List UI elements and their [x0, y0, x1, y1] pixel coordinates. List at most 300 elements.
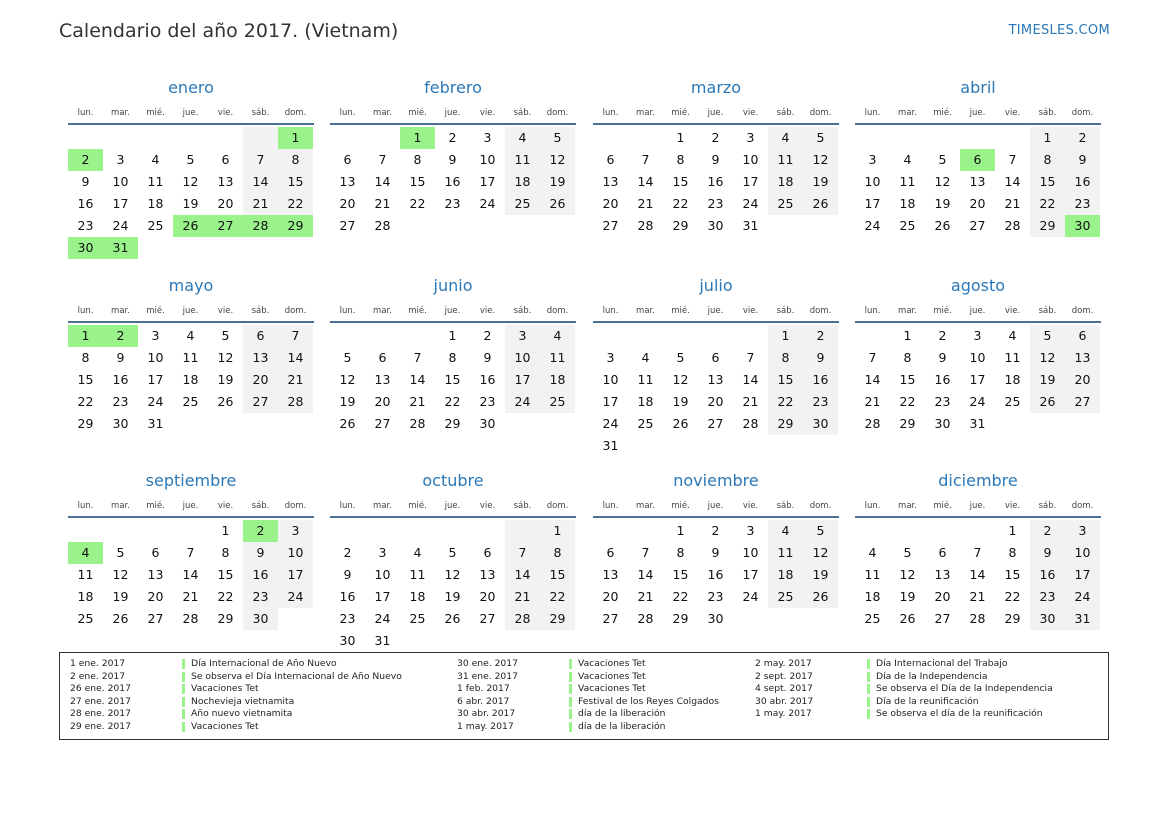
legend-holiday-name: Se observa el Día de la Independencia	[876, 683, 1053, 695]
day-cell: 6	[483, 545, 492, 560]
weekday-label: sáb.	[513, 501, 532, 511]
weekday-header	[593, 498, 839, 518]
day-cell: 7	[973, 545, 982, 560]
day-cell: 4	[505, 127, 540, 149]
weekday-label: mar.	[111, 501, 130, 511]
day-cell: 16	[1030, 564, 1065, 586]
empty-day-cell	[995, 127, 1030, 149]
day-cell: 19	[1030, 369, 1065, 391]
legend-date: 1 ene. 2017	[70, 658, 126, 669]
day-cell: 22	[409, 196, 426, 211]
day-cell: 26	[803, 586, 838, 608]
day-cell: 13	[602, 567, 619, 582]
empty-day-cell	[243, 127, 278, 149]
empty-day-cell	[960, 127, 995, 149]
day-cell: 12	[934, 174, 951, 189]
empty-day-cell	[960, 520, 995, 542]
day-cell: 24	[602, 416, 619, 431]
day-cell: 16	[444, 174, 461, 189]
month-name: marzo	[690, 78, 742, 97]
weekday-label: lun.	[864, 108, 881, 118]
month-abril	[855, 70, 1101, 237]
day-cell: 9	[81, 174, 90, 189]
day-cell: 12	[444, 567, 461, 582]
weekday-label: mar.	[898, 306, 917, 316]
day-cell: 7	[413, 350, 422, 365]
day-cell: 20	[147, 589, 164, 604]
day-cell: 16	[479, 372, 496, 387]
day-cell: 19	[112, 589, 129, 604]
day-cell: 8	[1008, 545, 1017, 560]
holiday-day-cell: 31	[103, 237, 138, 259]
day-cell: 1	[903, 328, 912, 343]
legend-item	[457, 683, 719, 696]
day-cell: 20	[479, 589, 496, 604]
weekday-label: jue.	[182, 501, 199, 511]
day-cell: 21	[243, 193, 278, 215]
day-cell: 23	[444, 196, 461, 211]
day-cell: 6	[606, 545, 615, 560]
day-cell: 23	[803, 391, 838, 413]
legend-date: 30 abr. 2017	[755, 695, 814, 707]
day-cell: 19	[540, 171, 575, 193]
empty-day-cell	[330, 127, 365, 149]
weekday-header	[68, 303, 314, 323]
day-cell: 9	[116, 350, 125, 365]
weekday-label: dom.	[284, 501, 307, 511]
day-cell: 31	[147, 416, 164, 431]
holiday-day-cell: 26	[173, 215, 208, 237]
day-cell: 20	[602, 196, 619, 211]
day-cell: 16	[934, 372, 951, 387]
empty-day-cell	[365, 127, 400, 149]
day-cell: 10	[147, 350, 164, 365]
day-cell: 2	[483, 328, 492, 343]
day-cell: 12	[217, 350, 234, 365]
day-cell: 1	[1008, 523, 1017, 538]
day-cell: 14	[637, 567, 654, 582]
empty-day-cell	[505, 520, 540, 542]
day-cell: 22	[444, 394, 461, 409]
day-cell: 3	[606, 350, 615, 365]
day-cell: 30	[479, 416, 496, 431]
day-cell: 29	[77, 416, 94, 431]
weekday-label: lun.	[339, 501, 356, 511]
day-cell: 20	[707, 394, 724, 409]
weekday-label: vie.	[217, 306, 234, 316]
weekday-label: dom.	[809, 108, 832, 118]
day-cell: 4	[540, 325, 575, 347]
day-cell: 18	[182, 372, 199, 387]
day-cell: 22	[899, 394, 916, 409]
legend-date: 31 ene. 2017	[457, 670, 518, 682]
holiday-day-cell: 2	[68, 149, 103, 171]
weekday-label: lun.	[77, 501, 94, 511]
day-cell: 7	[868, 350, 877, 365]
day-cell: 7	[186, 545, 195, 560]
weekday-label: sáb.	[1038, 501, 1057, 511]
day-cell: 25	[637, 416, 654, 431]
day-cell: 8	[540, 542, 575, 564]
legend-date: 1 may. 2017	[755, 708, 812, 720]
day-cell: 13	[374, 372, 391, 387]
day-grid	[593, 127, 839, 237]
legend-holiday-name: Año nuevo vietnamita	[191, 708, 293, 720]
day-cell: 2	[1030, 520, 1065, 542]
day-cell: 25	[147, 218, 164, 233]
day-cell: 30	[707, 218, 724, 233]
legend-holiday-name: Día de la Independencia	[876, 670, 988, 682]
legend-holiday-name: Día Internacional de Año Nuevo	[191, 658, 337, 669]
holiday-legend	[59, 652, 1109, 740]
day-cell: 13	[339, 174, 356, 189]
holiday-marker	[569, 659, 572, 669]
day-cell: 14	[742, 372, 759, 387]
day-cell: 15	[409, 174, 426, 189]
day-cell: 26	[112, 611, 129, 626]
month-name: diciembre	[938, 471, 1018, 490]
day-cell: 22	[1030, 193, 1065, 215]
weekday-label: jue.	[444, 501, 461, 511]
day-cell: 31	[374, 633, 391, 648]
weekday-label: sáb.	[513, 306, 532, 316]
empty-day-cell	[330, 520, 365, 542]
day-cell: 11	[899, 174, 916, 189]
weekday-label: jue.	[707, 306, 724, 316]
day-cell: 14	[969, 567, 986, 582]
weekday-label: mié.	[408, 501, 427, 511]
day-cell: 23	[479, 394, 496, 409]
day-cell: 9	[483, 350, 492, 365]
day-cell: 7	[1008, 152, 1017, 167]
legend-date: 6 abr. 2017	[457, 695, 510, 707]
day-cell: 2	[343, 545, 352, 560]
day-cell: 23	[112, 394, 129, 409]
day-grid	[330, 520, 576, 652]
day-cell: 26	[934, 218, 951, 233]
day-cell: 4	[868, 545, 877, 560]
legend-holiday-name: Vacaciones Tet	[578, 670, 646, 682]
day-cell: 24	[112, 218, 129, 233]
weekday-label: vie.	[217, 108, 234, 118]
month-febrero	[330, 70, 576, 237]
day-cell: 6	[151, 545, 160, 560]
day-cell: 1	[540, 520, 575, 542]
legend-column	[70, 658, 402, 734]
day-cell: 10	[278, 542, 313, 564]
empty-day-cell	[138, 520, 173, 542]
day-cell: 7	[243, 149, 278, 171]
day-cell: 15	[672, 174, 689, 189]
day-cell: 17	[479, 174, 496, 189]
month-name: abril	[960, 78, 996, 97]
legend-holiday-name: día de la liberación	[578, 708, 666, 720]
day-cell: 13	[934, 567, 951, 582]
day-cell: 24	[969, 394, 986, 409]
day-cell: 14	[505, 564, 540, 586]
day-cell: 28	[278, 391, 313, 413]
day-cell: 23	[1065, 193, 1100, 215]
day-cell: 26	[444, 611, 461, 626]
holiday-marker	[867, 709, 870, 719]
empty-day-cell	[365, 325, 400, 347]
weekday-label: lun.	[864, 306, 881, 316]
day-cell: 28	[637, 611, 654, 626]
day-cell: 12	[1030, 347, 1065, 369]
weekday-label: jue.	[182, 108, 199, 118]
day-cell: 16	[112, 372, 129, 387]
day-grid	[855, 127, 1101, 237]
month-name: junio	[433, 276, 473, 295]
day-cell: 12	[803, 149, 838, 171]
day-cell: 29	[899, 416, 916, 431]
day-cell: 9	[711, 152, 720, 167]
day-cell: 2	[803, 325, 838, 347]
holiday-day-cell: 4	[68, 542, 103, 564]
day-cell: 15	[1030, 171, 1065, 193]
day-cell: 2	[938, 328, 947, 343]
weekday-label: jue.	[707, 501, 724, 511]
day-cell: 9	[448, 152, 457, 167]
day-cell: 5	[540, 127, 575, 149]
day-cell: 27	[1065, 391, 1100, 413]
holiday-marker	[569, 684, 572, 694]
day-cell: 7	[641, 152, 650, 167]
empty-day-cell	[208, 127, 243, 149]
legend-item	[457, 708, 719, 721]
day-cell: 29	[1030, 215, 1065, 237]
day-cell: 16	[803, 369, 838, 391]
weekday-header	[330, 105, 576, 125]
day-cell: 28	[182, 611, 199, 626]
day-cell: 6	[378, 350, 387, 365]
legend-holiday-name: día de la liberación	[578, 720, 666, 732]
day-cell: 27	[969, 218, 986, 233]
day-cell: 7	[278, 325, 313, 347]
day-cell: 25	[899, 218, 916, 233]
legend-holiday-name: Día de la reunificación	[876, 695, 979, 707]
weekday-header	[855, 303, 1101, 323]
holiday-day-cell: 28	[243, 215, 278, 237]
weekday-label: mié.	[146, 306, 165, 316]
legend-date: 26 ene. 2017	[70, 683, 131, 695]
weekday-label: mié.	[146, 501, 165, 511]
day-cell: 31	[602, 438, 619, 453]
weekday-label: sáb.	[251, 501, 270, 511]
empty-day-cell	[698, 325, 733, 347]
legend-date: 2 sept. 2017	[755, 670, 813, 682]
day-cell: 1	[676, 523, 685, 538]
day-cell: 12	[112, 567, 129, 582]
weekday-label: lun.	[339, 306, 356, 316]
legend-item	[457, 658, 719, 671]
day-cell: 29	[1004, 611, 1021, 626]
day-cell: 21	[505, 586, 540, 608]
day-cell: 13	[479, 567, 496, 582]
legend-date: 1 may. 2017	[457, 720, 514, 732]
day-cell: 10	[374, 567, 391, 582]
day-cell: 22	[1004, 589, 1021, 604]
weekday-label: mié.	[933, 306, 952, 316]
day-cell: 8	[903, 350, 912, 365]
weekday-label: mié.	[933, 108, 952, 118]
day-cell: 30	[934, 416, 951, 431]
legend-date: 28 ene. 2017	[70, 708, 131, 720]
legend-date: 1 feb. 2017	[457, 683, 510, 695]
legend-holiday-name: Día Internacional del Trabajo	[876, 658, 1008, 669]
day-cell: 9	[243, 542, 278, 564]
weekday-label: jue.	[969, 108, 986, 118]
month-marzo	[593, 70, 839, 237]
legend-holiday-name: Vacaciones Tet	[191, 720, 259, 732]
day-cell: 26	[899, 611, 916, 626]
holiday-day-cell: 1	[400, 127, 435, 149]
weekday-label: dom.	[284, 306, 307, 316]
day-cell: 18	[409, 589, 426, 604]
day-cell: 5	[903, 545, 912, 560]
holiday-marker	[182, 659, 185, 669]
month-septiembre	[68, 463, 314, 630]
legend-date: 30 ene. 2017	[457, 658, 518, 669]
day-cell: 24	[479, 196, 496, 211]
day-cell: 9	[1065, 149, 1100, 171]
legend-item	[70, 671, 402, 684]
day-cell: 13	[707, 372, 724, 387]
day-cell: 27	[602, 611, 619, 626]
day-cell: 27	[243, 391, 278, 413]
weekday-label: vie.	[1004, 108, 1021, 118]
day-cell: 24	[147, 394, 164, 409]
day-cell: 18	[147, 196, 164, 211]
weekday-label: lun.	[339, 108, 356, 118]
month-octubre	[330, 463, 576, 652]
day-cell: 18	[505, 171, 540, 193]
day-cell: 12	[803, 542, 838, 564]
day-cell: 23	[339, 611, 356, 626]
brand-link[interactable]: TIMESLES.COM	[1008, 23, 1110, 38]
day-cell: 3	[116, 152, 125, 167]
day-cell: 27	[479, 611, 496, 626]
day-grid	[855, 325, 1101, 435]
holiday-marker	[182, 684, 185, 694]
empty-day-cell	[103, 520, 138, 542]
day-cell: 30	[339, 633, 356, 648]
legend-holiday-name: Festival de los Reyes Colgados	[578, 695, 719, 707]
day-cell: 14	[864, 372, 881, 387]
weekday-label: mar.	[636, 501, 655, 511]
day-cell: 15	[77, 372, 94, 387]
weekday-label: lun.	[602, 501, 619, 511]
holiday-marker	[182, 709, 185, 719]
day-cell: 8	[768, 347, 803, 369]
day-cell: 19	[934, 196, 951, 211]
weekday-label: mar.	[373, 501, 392, 511]
holiday-marker	[569, 722, 572, 732]
legend-item	[457, 696, 719, 709]
legend-item	[755, 696, 1053, 709]
day-cell: 5	[938, 152, 947, 167]
month-name: enero	[168, 78, 214, 97]
month-name: mayo	[168, 276, 214, 295]
day-cell: 17	[278, 564, 313, 586]
day-cell: 3	[505, 325, 540, 347]
weekday-label: dom.	[809, 306, 832, 316]
legend-date: 4 sept. 2017	[755, 683, 813, 695]
weekday-label: sáb.	[776, 108, 795, 118]
legend-date: 27 ene. 2017	[70, 695, 131, 707]
day-cell: 26	[540, 193, 575, 215]
holiday-day-cell: 27	[208, 215, 243, 237]
day-cell: 28	[505, 608, 540, 630]
day-cell: 22	[672, 589, 689, 604]
day-cell: 28	[637, 218, 654, 233]
day-cell: 20	[374, 394, 391, 409]
day-cell: 24	[742, 589, 759, 604]
weekday-label: sáb.	[251, 108, 270, 118]
holiday-day-cell: 29	[278, 215, 313, 237]
holiday-marker	[867, 672, 870, 682]
day-cell: 10	[505, 347, 540, 369]
day-cell: 11	[77, 567, 94, 582]
weekday-label: vie.	[479, 108, 496, 118]
day-cell: 19	[803, 564, 838, 586]
weekday-label: sáb.	[1038, 306, 1057, 316]
day-cell: 29	[540, 608, 575, 630]
day-cell: 17	[602, 394, 619, 409]
day-cell: 12	[339, 372, 356, 387]
day-cell: 8	[221, 545, 230, 560]
month-name: julio	[699, 276, 733, 295]
weekday-header	[68, 105, 314, 125]
day-cell: 18	[77, 589, 94, 604]
day-cell: 10	[1065, 542, 1100, 564]
day-cell: 6	[221, 152, 230, 167]
weekday-label: mié.	[671, 108, 690, 118]
day-cell: 8	[676, 152, 685, 167]
day-cell: 13	[217, 174, 234, 189]
day-cell: 19	[182, 196, 199, 211]
weekday-label: dom.	[546, 501, 569, 511]
day-cell: 30	[112, 416, 129, 431]
day-cell: 21	[637, 196, 654, 211]
empty-day-cell	[628, 127, 663, 149]
empty-day-cell	[628, 520, 663, 542]
weekday-label: sáb.	[513, 108, 532, 118]
day-cell: 21	[742, 394, 759, 409]
day-cell: 21	[409, 394, 426, 409]
empty-day-cell	[400, 520, 435, 542]
weekday-label: mar.	[373, 306, 392, 316]
day-cell: 1	[221, 523, 230, 538]
day-cell: 25	[77, 611, 94, 626]
day-cell: 12	[182, 174, 199, 189]
day-cell: 28	[409, 416, 426, 431]
weekday-label: jue.	[444, 108, 461, 118]
day-cell: 25	[505, 193, 540, 215]
month-name: noviembre	[673, 471, 759, 490]
day-cell: 3	[973, 328, 982, 343]
weekday-label: dom.	[546, 108, 569, 118]
day-cell: 27	[602, 218, 619, 233]
day-grid	[593, 325, 839, 457]
month-julio	[593, 268, 839, 457]
legend-holiday-name: Vacaciones Tet	[578, 683, 646, 695]
day-cell: 26	[339, 416, 356, 431]
empty-day-cell	[593, 325, 628, 347]
day-cell: 29	[444, 416, 461, 431]
day-cell: 9	[803, 347, 838, 369]
legend-item	[70, 721, 402, 734]
